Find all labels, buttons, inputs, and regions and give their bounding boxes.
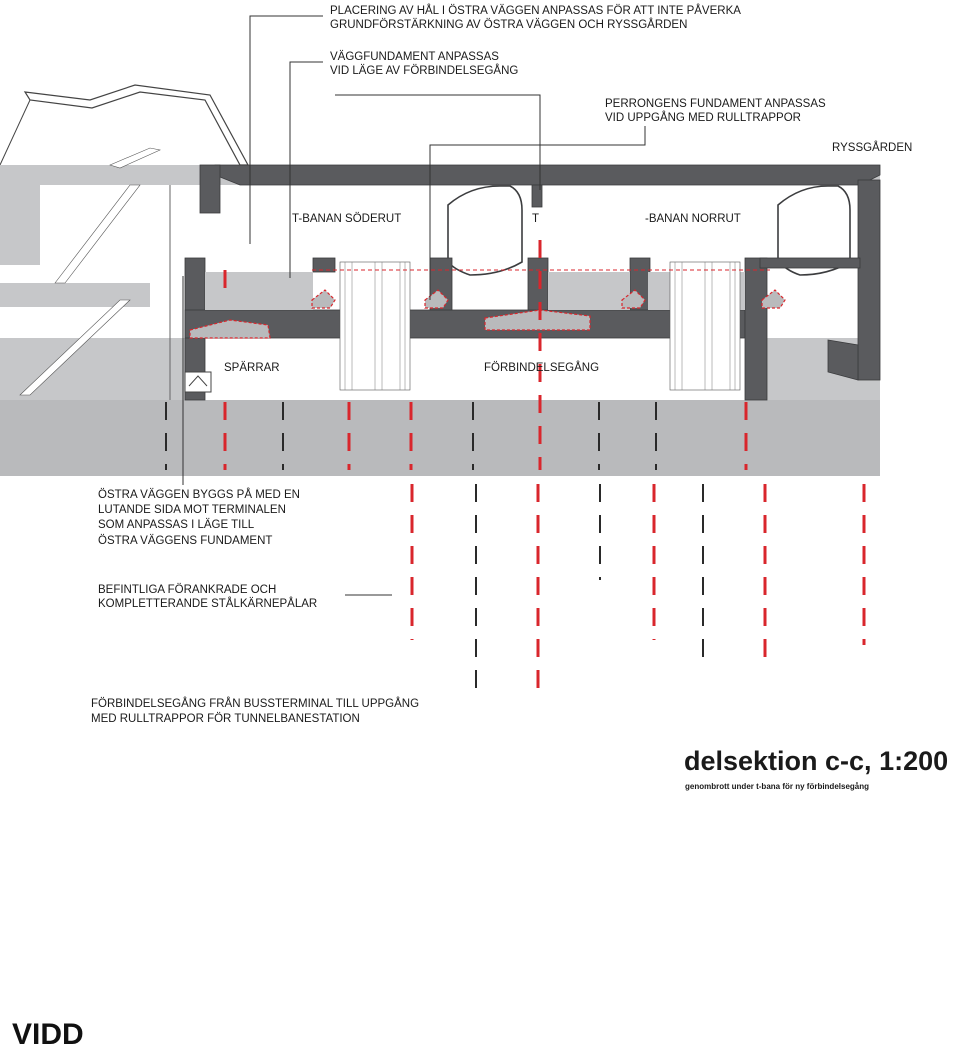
west-roof-wall (200, 165, 220, 213)
leader-hole-placement (250, 16, 323, 244)
terminal-wall-upper (0, 165, 40, 265)
label-sparrar: SPÄRRAR (224, 362, 280, 374)
terminal-roof-outline (25, 85, 248, 165)
label-wall-foundation-1: VÄGGFUNDAMENT ANPASSAS (330, 51, 499, 63)
label-platform-foundation-2: VID UPPGÅNG MED RULLTRAPPOR (605, 112, 801, 124)
label-east-wall-2: LUTANDE SIDA MOT TERMINALEN (98, 504, 286, 516)
new-foundation-3 (312, 290, 335, 308)
label-tbana-norrut-t: T (532, 213, 540, 225)
label-east-wall-4: ÖSTRA VÄGGENS FUNDAMENT (98, 535, 273, 547)
label-forbindelsegang: FÖRBINDELSEGÅNG (484, 362, 600, 374)
label-ryssgarden: RYSSGÅRDEN (832, 142, 913, 154)
label-piles-1: BEFINTLIGA FÖRANKRADE OCH (98, 584, 277, 596)
label-hole-placement-2: GRUNDFÖRSTÄRKNING AV ÖSTRA VÄGGEN OCH RYSSGÅRDEN (330, 19, 688, 31)
terminal-floor-slab (0, 283, 150, 307)
ground-base (0, 400, 880, 476)
roof-slab (215, 165, 880, 185)
platform-lip-1 (313, 258, 335, 272)
platform-fill-1 (205, 272, 313, 310)
brand-logo: VIDD (12, 1018, 84, 1047)
east-wall (858, 180, 880, 380)
label-wall-foundation-2: VID LÄGE AV FÖRBINDELSEGÅNG (330, 65, 519, 77)
label-tbana-norrut: -BANAN NORRUT (645, 213, 741, 225)
terminal-roof-edge (0, 100, 30, 165)
section-subtitle: genombrott under t-bana för ny förbindelsegång (685, 782, 869, 791)
east-platform (760, 258, 860, 268)
tunnel-south (448, 186, 522, 275)
label-corridor-2: MED RULLTRAPPOR FÖR TUNNELBANESTATION (91, 713, 360, 725)
label-hole-placement-1: PLACERING AV HÅL I ÖSTRA VÄGGEN ANPASSAS FÖR ATT INTE PÅVERKA (330, 5, 741, 17)
label-platform-foundation-1: PERRONGENS FUNDAMENT ANPASSAS (605, 98, 826, 110)
terminal-escalator-upper (55, 185, 140, 283)
label-piles-2: KOMPLETTERANDE STÅLKÄRNEPÅLAR (98, 598, 318, 610)
section-title: delsektion c-c, 1:200 (684, 746, 949, 776)
platform-wall-center (528, 258, 548, 310)
label-east-wall-1: ÖSTRA VÄGGEN BYGGS PÅ MED EN (98, 489, 300, 501)
station-east-wall (745, 258, 767, 400)
label-east-wall-3: SOM ANPASSAS I LÄGE TILL (98, 519, 255, 531)
platform-fill-3 (548, 272, 630, 310)
turnstile-symbol (185, 372, 211, 392)
label-tbana-soderut: T-BANAN SÖDERUT (292, 213, 402, 225)
label-corridor-1: FÖRBINDELSEGÅNG FRÅN BUSSTERMINAL TILL UPPGÅNG (91, 698, 420, 710)
